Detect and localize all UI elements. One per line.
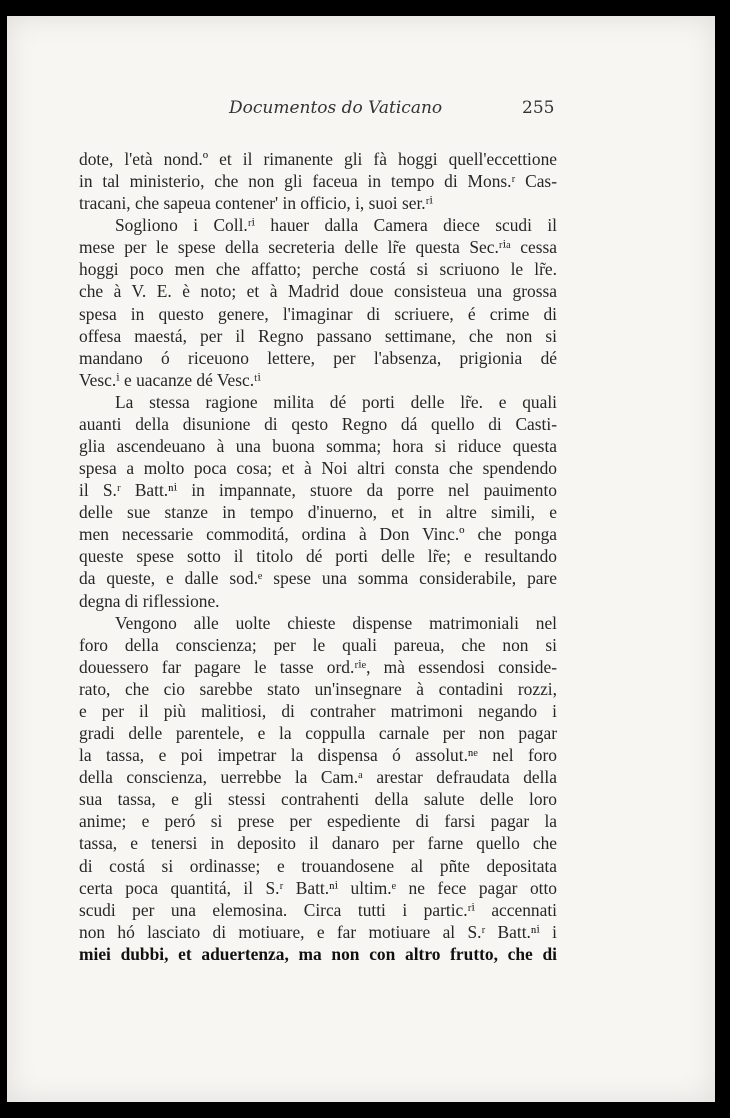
text-line: che à V. E. è noto; et à Madrid doue consisteua una grossa bbox=[79, 281, 557, 302]
text-line: douessero far pagare le tasse ord.ʳⁱᵉ, mà essendosi conside- bbox=[79, 656, 557, 677]
text-line: spesa a molto poca cosa; et à Noi altri consta che spendendo bbox=[79, 458, 557, 479]
text-line: La stessa ragione milita dé porti delle lr̃e. e quali bbox=[115, 391, 557, 412]
text-line: della conscienza, uerrebbe la Cam.ᵃ arestar defraudata della bbox=[79, 767, 557, 788]
book-page bbox=[7, 16, 715, 1102]
text-line: dote, l'età nond.º et il rimanente gli fà hoggi quell'eccettione bbox=[79, 149, 557, 169]
text-line: Vengono alle uolte chieste dispense matrimoniali nel bbox=[115, 612, 557, 633]
text-line: degna di riflessione. bbox=[79, 590, 220, 611]
page-number: 255 bbox=[522, 98, 555, 118]
text-line: men necessarie commoditá, ordina à Don Vinc.º che ponga bbox=[79, 524, 557, 545]
text-line: foro della conscienza; per le quali pareua, che non si bbox=[79, 634, 557, 655]
running-title: Documentos do Vaticano bbox=[229, 98, 443, 118]
text-line: non hó lasciato di motiuare, e far motiuare al S.ʳ Batt.ⁿⁱ i bbox=[79, 921, 557, 942]
text-line: di costá si ordinasse; e trouandosene al pñte depositata bbox=[79, 855, 557, 876]
text-line: sua tassa, e gli stessi contrahenti della salute delle loro bbox=[79, 789, 557, 810]
text-line: tracani, che sapeua contener' in officio, i, suoi ser.ʳⁱ bbox=[79, 193, 433, 214]
text-line: rato, che cio sarebbe stato un'insegnare à contadini rozzi, bbox=[79, 678, 557, 699]
text-line: hoggi poco men che affatto; perche costá si scriuono le lr̃e. bbox=[79, 259, 557, 280]
text-line: spesa in questo genere, l'imaginar di scriuere, é crime di bbox=[79, 303, 557, 324]
text-line: mandano ó riceuono lettere, per l'absenza, prigionia dé bbox=[79, 347, 557, 368]
text-line: mese per le spese della secreteria delle lr̃e questa Sec.ʳⁱᵃ cessa bbox=[79, 237, 557, 258]
text-line: la tassa, e poi impetrar la dispensa ó assolut.ⁿᵉ nel foro bbox=[79, 745, 557, 766]
text-line: e per il più malitiosi, di contraher matrimoni negando i bbox=[79, 700, 557, 721]
text-line: offesa maestá, per il Regno passano settimane, che non si bbox=[79, 325, 557, 346]
text-line: auanti della disunione di qesto Regno dá quello di Casti- bbox=[79, 413, 557, 434]
text-line: da queste, e dalle sod.ᵉ spese una somma considerabile, pare bbox=[79, 568, 557, 589]
text-line: certa poca quantitá, il S.ʳ Batt.ⁿⁱ ultim.ᵉ ne fece pagar otto bbox=[79, 877, 557, 898]
text-line: scudi per una elemosina. Circa tutti i partic.ʳⁱ accennati bbox=[79, 899, 557, 920]
text-line: queste spese sotto il titolo dé porti delle lr̃e; e resultando bbox=[79, 546, 557, 567]
text-line: Sogliono i Coll.ʳⁱ hauer dalla Camera diece scudi il bbox=[115, 215, 557, 236]
body-text bbox=[79, 148, 557, 965]
text-line: gradi delle parentele, e la coppulla carnale per non pagar bbox=[79, 723, 557, 744]
text-line: glia ascendeuano à una buona somma; hora si riduce questa bbox=[79, 436, 557, 457]
text-line: delle sue stanze in tempo d'inuerno, et in altre simili, e bbox=[79, 502, 557, 523]
text-line: Vesc.ⁱ e uacanze dé Vesc.ᵗⁱ bbox=[79, 369, 261, 390]
text-line: tassa, e tenersi in deposito il danaro per farne quello che bbox=[79, 833, 557, 854]
text-line: anime; e peró si prese per espediente di farsi pagar la bbox=[79, 811, 557, 832]
text-line: in tal ministerio, che non gli faceua in tempo di Mons.ʳ Cas- bbox=[79, 171, 557, 192]
text-line: miei dubbi, et aduertenza, ma non con altro frutto, che di bbox=[79, 943, 557, 964]
running-head bbox=[7, 98, 715, 122]
text-line: il S.ʳ Batt.ⁿⁱ in impannate, stuore da porre nel pauimento bbox=[79, 480, 557, 501]
